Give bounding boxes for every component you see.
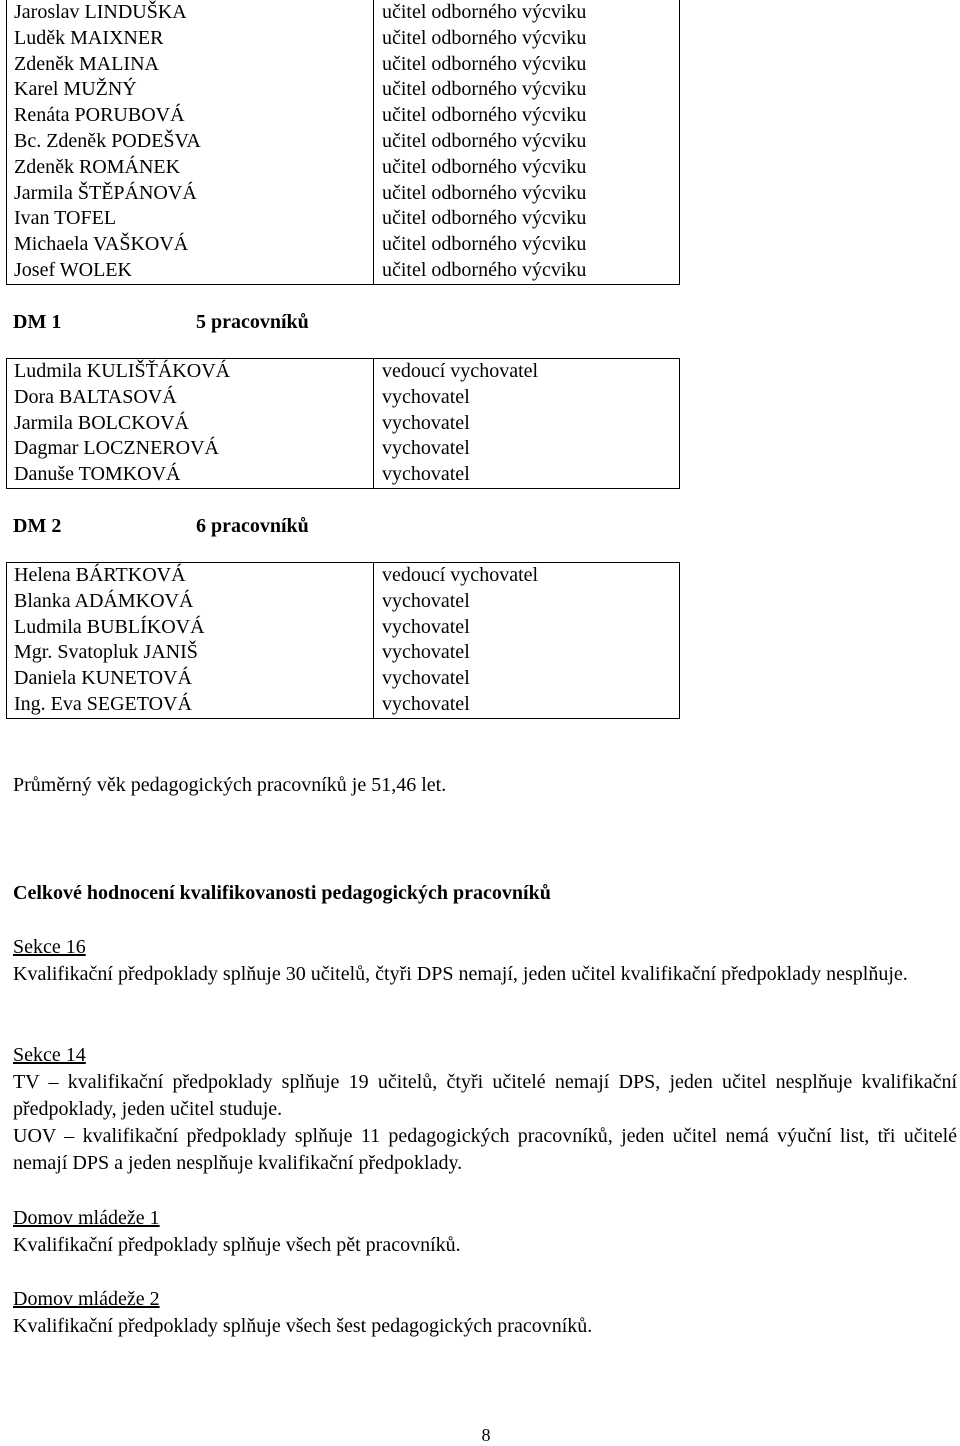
names-column: [7, 563, 374, 719]
staff-role: vychovatel: [382, 385, 470, 408]
staff-role: učitel odborného výcviku: [382, 233, 587, 256]
staff-role: vedoucí vychovatel: [382, 360, 539, 382]
staff-table-vocational: [6, 0, 680, 285]
roles-column: [374, 563, 680, 719]
dm2-heading: [13, 515, 309, 538]
staff-role: vychovatel: [382, 463, 470, 486]
staff-name: Josef WOLEK: [14, 258, 132, 281]
staff-name: Dora BALTASOVÁ: [14, 385, 177, 408]
section14-title: Sekce 14: [13, 1044, 86, 1066]
staff-role: učitel odborného výcviku: [382, 26, 587, 49]
dm2-label: DM 2: [13, 515, 62, 537]
staff-name: Michaela VAŠKOVÁ: [14, 233, 189, 256]
dm1-eval-text: Kvalifikační předpoklady splňuje všech pět pracovníků.: [13, 1234, 461, 1256]
table-row: [7, 563, 680, 719]
staff-role: vychovatel: [382, 411, 470, 434]
staff-name: Jarmila BOLCKOVÁ: [14, 411, 189, 434]
staff-name: Ludmila BUBLÍKOVÁ: [14, 615, 205, 638]
staff-name: Daniela KUNETOVÁ: [14, 667, 192, 690]
section16-text: Kvalifikační předpoklady splňuje 30 učitelů, čtyři DPS nemají, jeden učitel kvalifikační předpoklady nesplňuje.: [13, 963, 908, 985]
dm1-heading: [13, 311, 309, 334]
staff-role: učitel odborného výcviku: [382, 1, 587, 23]
section14-uov-text: UOV – kvalifikační předpoklady splňuje 11 pedagogických pracovníků, jeden učitel nemá výuční list, tři učitelé nemají DPS a jeden nesplňuje kvalifikační předpoklady.: [13, 1125, 957, 1174]
staff-role: učitel odborného výcviku: [382, 207, 587, 230]
staff-name: Danuše TOMKOVÁ: [14, 463, 181, 486]
section16-title: Sekce 16: [13, 936, 86, 958]
dm2-eval-heading: [13, 1286, 957, 1313]
staff-role: učitel odborného výcviku: [382, 129, 587, 152]
staff-role: učitel odborného výcviku: [382, 52, 587, 75]
staff-role: vychovatel: [382, 589, 470, 612]
dm2-eval-title: Domov mládeže 2: [13, 1288, 160, 1310]
staff-name: Renáta PORUBOVÁ: [14, 104, 185, 127]
dm1-eval-title: Domov mládeže 1: [13, 1207, 160, 1229]
staff-name: Ludmila KULIŠŤÁKOVÁ: [14, 360, 231, 382]
staff-name: Jarmila ŠTĚPÁNOVÁ: [14, 181, 197, 204]
staff-name: Ivan TOFEL: [14, 207, 117, 230]
staff-role: učitel odborného výcviku: [382, 155, 587, 178]
staff-name: Zdeněk MALINA: [14, 52, 159, 75]
names-column: [7, 359, 374, 489]
staff-name: Jaroslav LINDUŠKA: [14, 1, 187, 23]
roles-column: [374, 0, 680, 284]
staff-name: Dagmar LOCZNEROVÁ: [14, 437, 219, 460]
staff-role: učitel odborného výcviku: [382, 104, 587, 127]
staff-role: učitel odborného výcviku: [382, 258, 587, 281]
staff-table-dm2: [6, 562, 680, 719]
staff-name: Bc. Zdeněk PODEŠVA: [14, 129, 201, 152]
dm2-count: 6 pracovníků: [196, 515, 309, 537]
staff-role: vychovatel: [382, 667, 470, 690]
names-column: [7, 0, 374, 284]
staff-role: učitel odborného výcviku: [382, 78, 587, 101]
dm2-eval-text: Kvalifikační předpoklady splňuje všech šest pedagogických pracovníků.: [13, 1315, 593, 1337]
dm1-label: DM 1: [13, 311, 62, 333]
staff-name: Mgr. Svatopluk JANIŠ: [14, 641, 198, 664]
staff-name: Karel MUŽNÝ: [14, 78, 137, 101]
staff-role: vedoucí vychovatel: [382, 564, 539, 586]
dm1-eval-heading: [13, 1205, 957, 1232]
section14-tv-text: TV – kvalifikační předpoklady splňuje 19 učitelů, čtyři učitelé nemají DPS, jeden učitel nesplňuje kvalifikační předpoklady, jeden učitel studuje.: [13, 1071, 957, 1120]
staff-role: učitel odborného výcviku: [382, 181, 587, 204]
roles-column: [374, 359, 680, 489]
section16-heading: [13, 934, 957, 961]
page-number: 8: [481, 1425, 491, 1445]
staff-name: Blanka ADÁMKOVÁ: [14, 589, 194, 612]
staff-role: vychovatel: [382, 692, 470, 715]
staff-name: Ing. Eva SEGETOVÁ: [14, 692, 192, 715]
staff-name: Luděk MAIXNER: [14, 26, 164, 49]
evaluation-heading: Celkové hodnocení kvalifikovanosti pedagogických pracovníků: [13, 882, 551, 904]
dm1-count: 5 pracovníků: [196, 311, 309, 333]
table-row: [7, 359, 680, 489]
staff-role: vychovatel: [382, 437, 470, 460]
section14-heading: [13, 1042, 957, 1069]
staff-table-dm1: [6, 358, 680, 489]
average-age-text: Průměrný věk pedagogických pracovníků je 51,46 let.: [13, 774, 447, 796]
table-row: [7, 0, 680, 284]
staff-role: vychovatel: [382, 641, 470, 664]
staff-role: vychovatel: [382, 615, 470, 638]
staff-name: Zdeněk ROMÁNEK: [14, 155, 181, 178]
staff-name: Helena BÁRTKOVÁ: [14, 564, 186, 586]
